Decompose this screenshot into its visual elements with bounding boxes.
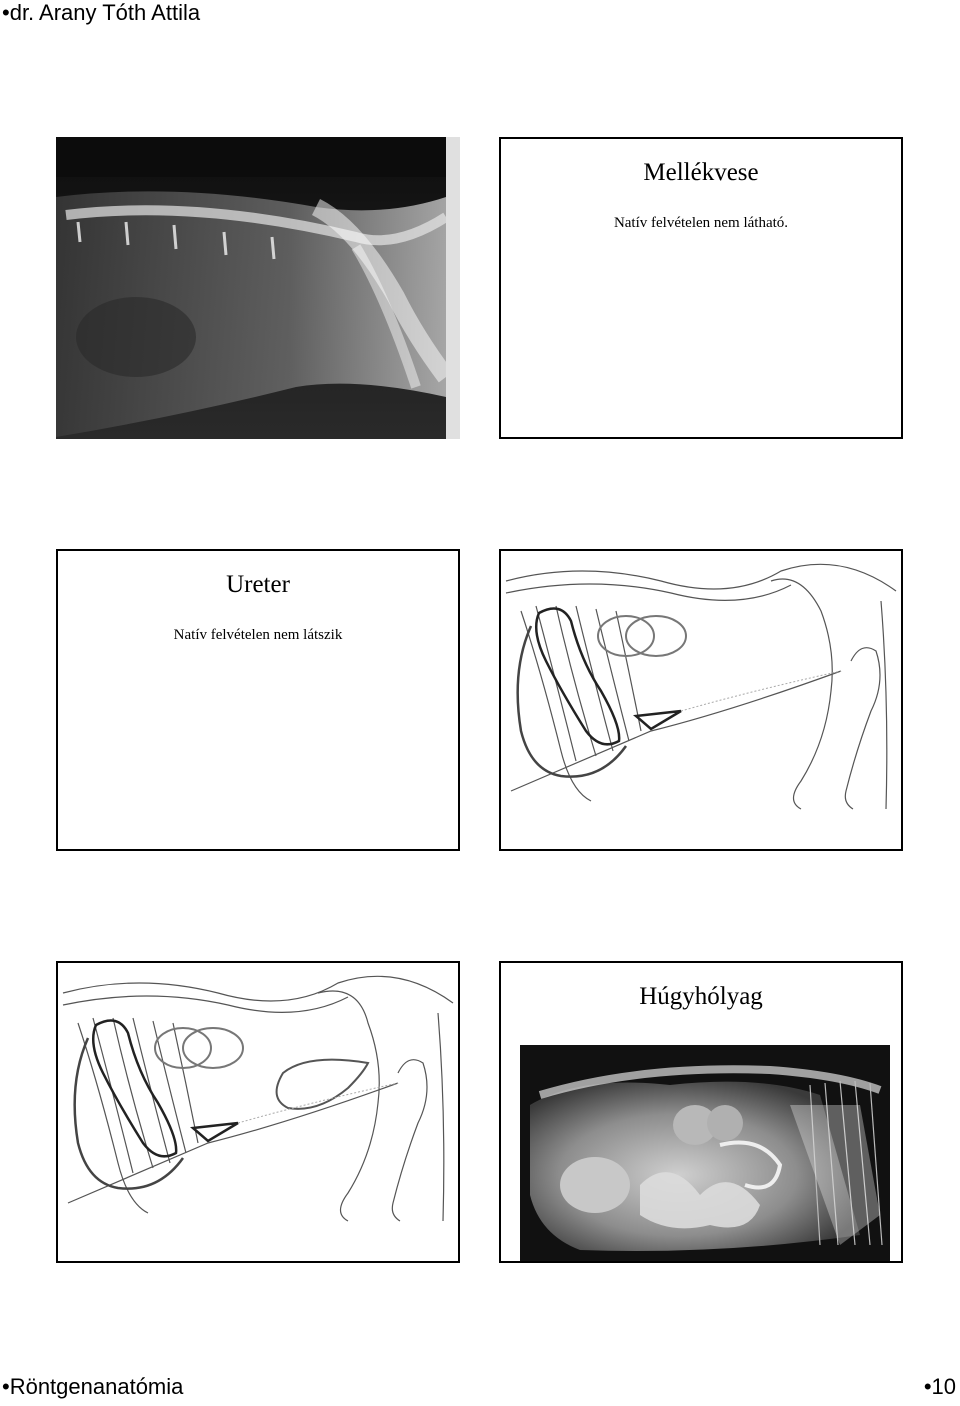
xray-abdomen-image	[520, 1045, 890, 1261]
slide-mellekvese	[499, 137, 903, 439]
xray-spine-image	[56, 137, 460, 439]
header-author: •dr. Arany Tóth Attila	[2, 0, 201, 25]
slide-title-ureter: Ureter	[226, 571, 290, 598]
bladder-anatomy-drawing	[58, 963, 458, 1261]
slide-xray-spine	[56, 137, 460, 439]
slide-text-ureter: Natív felvételen nem látszik	[173, 627, 343, 643]
slide-ureter-drawing	[499, 549, 903, 851]
footer-page-number: •10	[923, 1374, 956, 1399]
slide-title-mellekvese: Mellékvese	[643, 159, 759, 186]
slide-hugyholyag	[499, 961, 903, 1263]
ureter-anatomy-drawing	[501, 551, 901, 849]
footer-section: •Röntgenanatómia	[2, 1374, 184, 1399]
slide-ureter	[56, 549, 460, 851]
slide-bladder-drawing	[56, 961, 460, 1263]
slide-text-mellekvese: Natív felvételen nem látható.	[613, 215, 789, 231]
slide-title-hugyholyag: Húgyhólyag	[639, 983, 763, 1010]
